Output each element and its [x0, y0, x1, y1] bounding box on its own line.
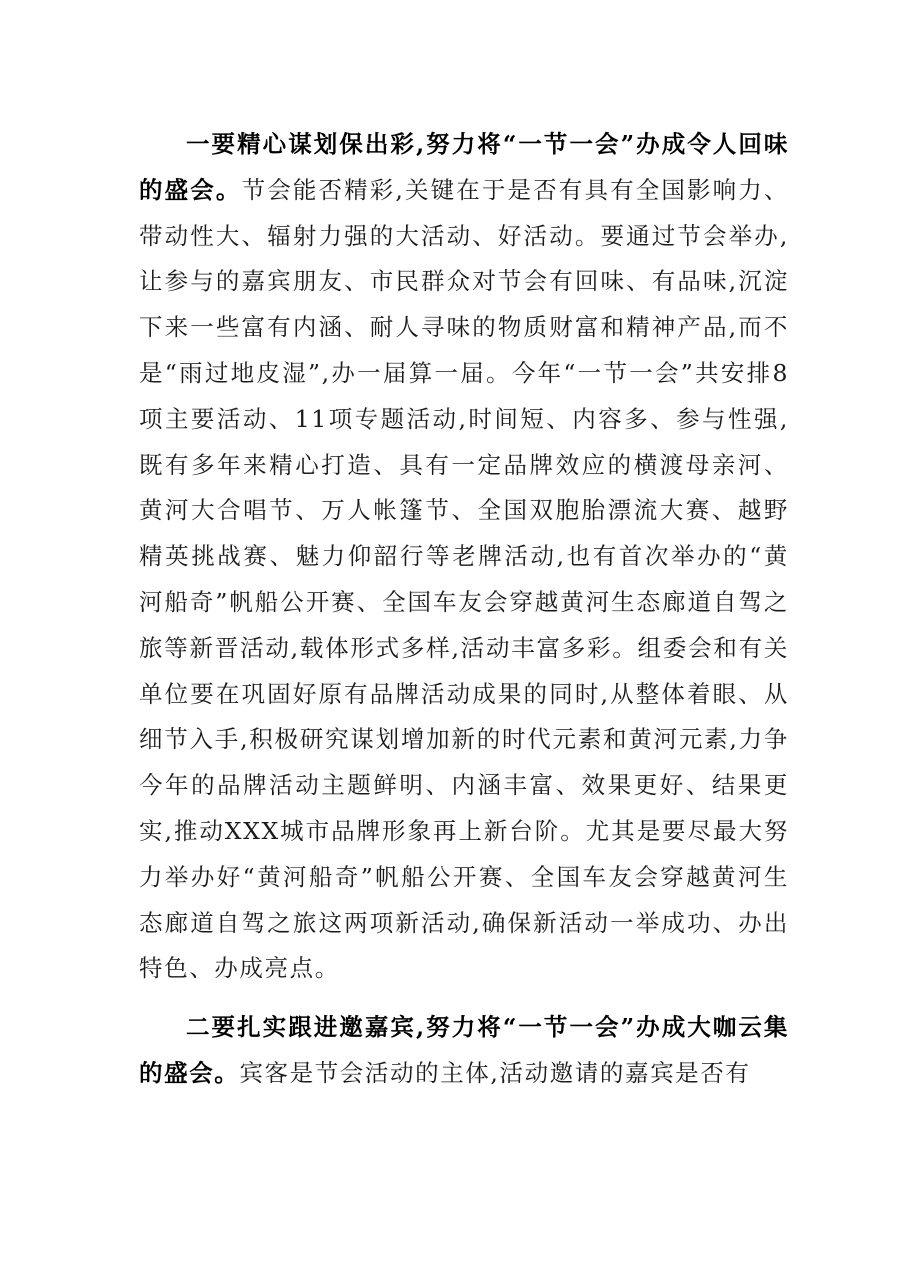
paragraph-1 — [139, 122, 789, 992]
paragraph-2-heading: 二要扎实跟进邀嘉宾,努力将“一节一会”办成大咖云集的盛会。 — [139, 1013, 789, 1087]
paragraph-1-heading: 一要精心谋划保出彩,努力将“一节一会”办成令人回味的盛会。 — [139, 130, 789, 204]
paragraph-2 — [139, 1005, 789, 1097]
paragraph-1-text: 节会能否精彩,关键在于是否有具有全国影响力、带动性大、辐射力强的大活动、好活动。要通过节会举办,让参与的嘉宾朋友、市民群众对节会有回味、有品味,沉淀下来一些富有内涵、耐人寻味的物质财富和精神产品,而不是“雨过地皮湿”,办一届算一届。今年“一节一会”共安排8项主要活动、11项专题活动,时间短、内容多、参与性强,既有多年来精心打造、具有一定品牌效应的横渡母亲河、黄河大合唱节、万人帐篷节、全国双胞胎漂流大赛、越野精英挑战赛、魅力仰韶行等老牌活动,也有首次举办的“黄河船奇”帆船公开赛、全国车友会穿越黄河生态廊道自驾之旅等新晋活动,载体形式多样,活动丰富多彩。组委会和有关单位要在巩固好原有品牌活动成果的同时,从整体着眼、从细节入手,积极研究谋划增加新的时代元素和黄河元素,力争今年的品牌活动主题鲜明、内涵丰富、效果更好、结果更实,推动XXX城市品牌形象再上新台阶。尤其是要尽最大努力举办好“黄河船奇”帆船公开赛、全国车友会穿越黄河生态廊道自驾之旅这两项新活动,确保新活动一举成功、办出特色、办成亮点。 — [139, 175, 790, 983]
document-body — [139, 122, 789, 1097]
paragraph-2-text: 宾客是节会活动的主体,活动邀请的嘉宾是否有 — [239, 1058, 751, 1087]
